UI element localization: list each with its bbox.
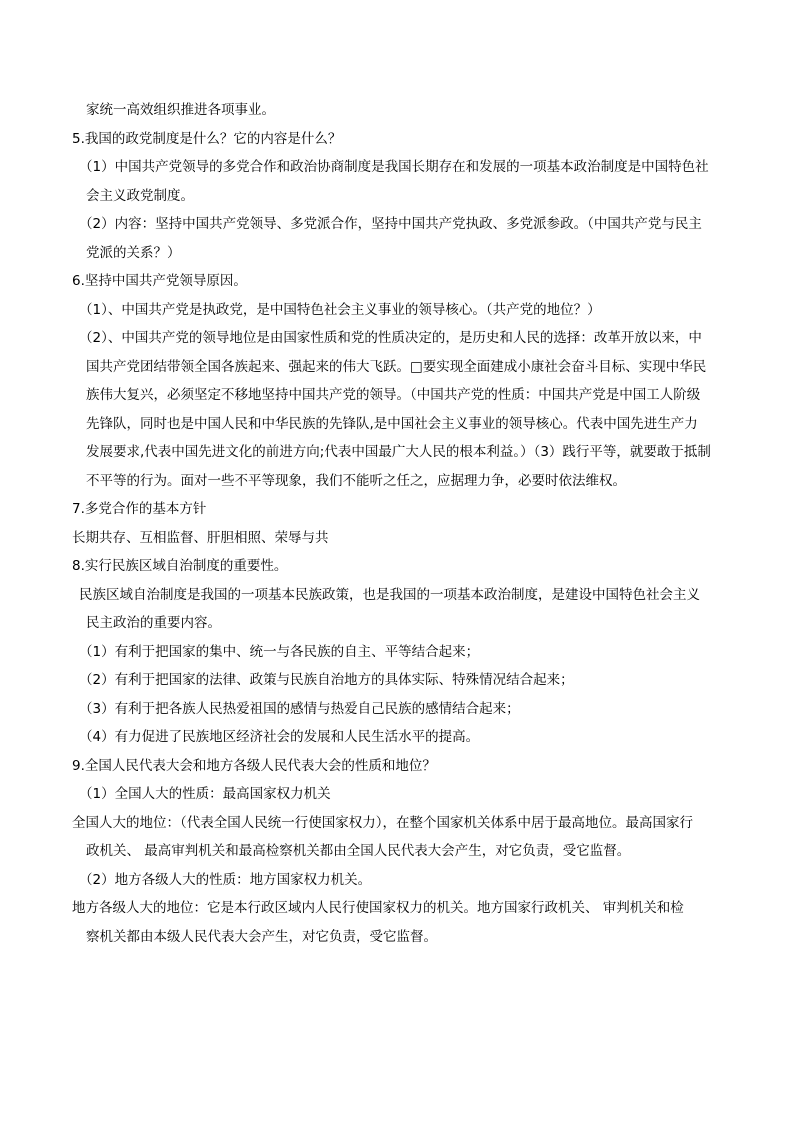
text-line: 先锋队，同时也是中国人民和中华民族的先锋队,是中国社会主义事业的领导核心。代表中国先进生产力 <box>86 415 698 432</box>
text-line: 族伟大复兴，必须坚定不移地坚持中国共产党的领导。（中国共产党的性质：中国共产党是中国工人阶级 <box>86 387 701 403</box>
text-line: 民主政治的重要内容。 <box>86 615 221 631</box>
text-line: 长期共存、互相监督、肝胆相照、荣辱与共 <box>72 529 329 546</box>
text-line: （2）内容：坚持中国共产党领导、多党派合作，坚持中国共产党执政、多党派参政。（中国共产党与民主 <box>79 216 702 232</box>
text-line: 国共产党团结带领全国各族起来、强起来的伟大飞跃。□要实现全面建成小康社会奋斗目标、实现中华民 <box>86 358 707 375</box>
text-line: 民族区域自治制度是我国的一项基本民族政策，也是我国的一项基本政治制度，是建设中国特色社会主义 <box>79 586 700 603</box>
text-line: （1）有利于把国家的集中、统一与各民族的自主、平等结合起来； <box>79 643 480 660</box>
question-heading: 7.多党合作的基本方针 <box>72 501 207 517</box>
question-heading: 6.坚持中国共产党领导原因。 <box>72 273 247 289</box>
text-line: （2）有利于把国家的法律、政策与民族自治地方的具体实际、特殊情况结合起来； <box>79 672 574 688</box>
text-line: （1）全国人大的性质：最高国家权力机关 <box>79 786 331 802</box>
document-page <box>72 96 722 951</box>
question-heading: 9.全国人民代表大会和地方各级人民代表大会的性质和地位？ <box>72 757 436 774</box>
question-heading: 5.我国的政党制度是什么？它的内容是什么？ <box>72 130 342 147</box>
text-line: （1）、中国共产党是执政党，是中国特色社会主义事业的领导核心。（共产党的地位？） <box>79 301 601 318</box>
text-line: 不平等的行为。面对一些不平等现象，我们不能听之任之，应据理力争，必要时依法维权。 <box>86 472 626 489</box>
text-line: （2）、中国共产党的领导地位是由国家性质和党的性质决定的，是历史和人民的选择：改革开放以来，中 <box>79 330 702 346</box>
text-line: 察机关都由本级人民代表大会产生，对它负责，受它监督。 <box>86 928 437 945</box>
text-line: 党派的关系？） <box>86 244 181 261</box>
text-line: （3）有利于把各族人民热爱祖国的感情与热爱自己民族的感情结合起来； <box>79 700 520 717</box>
text-line: 会主义政党制度。 <box>86 187 194 204</box>
text-line: 发展要求,代表中国先进文化的前进方向;代表中国最广大人民的根本利益。）（3）践行平等，就要敢于抵制 <box>86 444 711 460</box>
text-line: （2）地方各级人大的性质：地方国家权力机关。 <box>79 871 372 888</box>
text-line: 政机关、 最高审判机关和最高检察机关都由全国人民代表大会产生，对它负责，受它监督。 <box>86 843 631 859</box>
text-line: 全国人大的地位：（代表全国人民统一行使国家权力），在整个国家机关体系中居于最高地位。最高国家行 <box>72 814 693 831</box>
text-line: （1）中国共产党领导的多党合作和政治协商制度是我国长期存在和发展的一项基本政治制度是中国特色社 <box>79 159 709 175</box>
text-line: 家统一高效组织推进各项事业。 <box>86 102 275 118</box>
question-heading: 8.实行民族区域自治制度的重要性。 <box>72 558 288 574</box>
text-line: 地方各级人大的地位：它是本行政区域内人民行使国家权力的机关。地方国家行政机关、 审判机关和检 <box>72 900 684 916</box>
text-line: （4）有力促进了民族地区经济社会的发展和人民生活水平的提高。 <box>79 729 480 745</box>
